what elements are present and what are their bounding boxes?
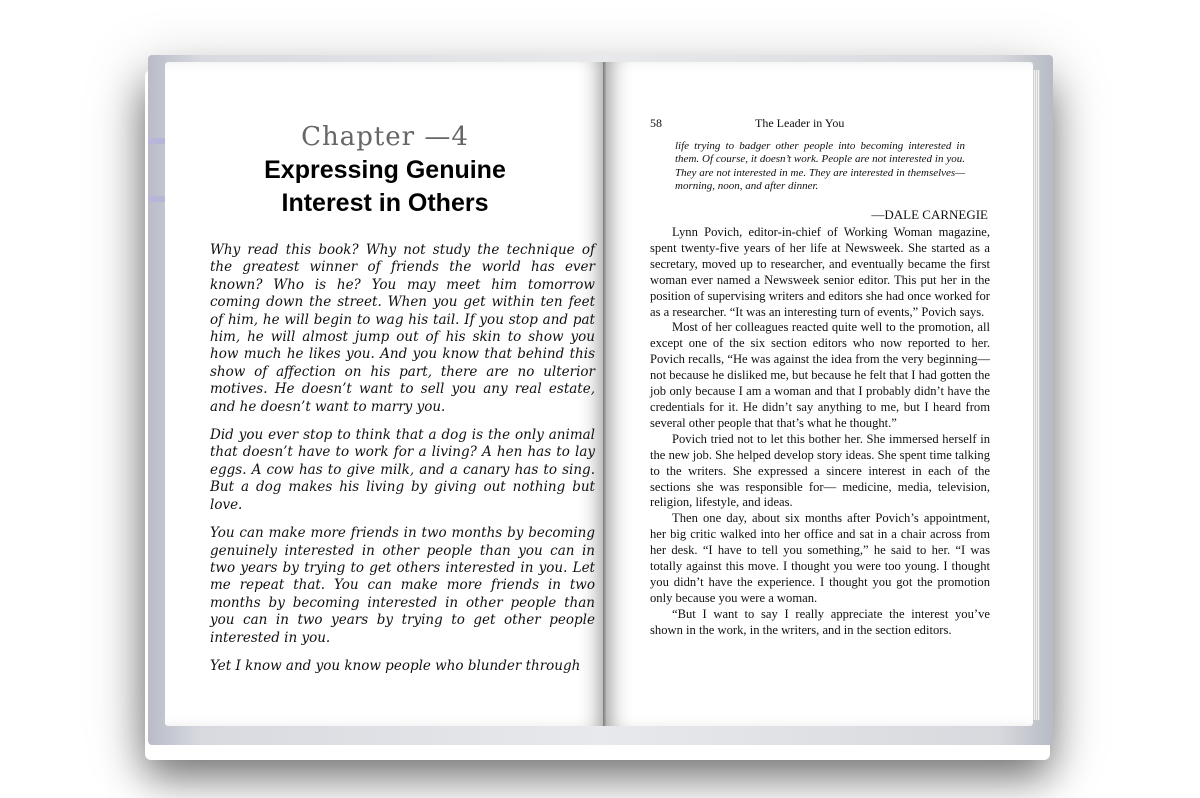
paragraph: Why read this book? Why not study the technique of the greatest winner of friends the world has ever known? Who is he? You may meet him tomorrow coming down the street. When you get within ten feet of him, he will begin to wag his tail. If you stop and pat him, he will almost jump out of his skin to show you how much he likes you. And you know that behind this show of affection on his part, there are no ulterior motives. He doesn’t want to sell you any real estate, and he doesn’t want to marry you.	[210, 242, 595, 415]
chapter-title	[205, 154, 565, 220]
paragraph: Lynn Povich, editor-in-chief of Working Woman magazine, spent twenty-five years of her life at Newsweek. She started as a secretary, moved up to researcher, and eventually became the first woman ever named a Newsweek senior editor. This put her in the position of supervising writers and editors she had once worked for as a researcher. “It was an interesting turn of events,” Povich says.	[650, 225, 990, 319]
epigraph-attribution: —DALE CARNEGIE	[871, 207, 988, 222]
right-page	[605, 62, 1033, 726]
paragraph: “But I want to say I really appreciate the interest you’ve shown in the work, in the writers, and in the section editors.	[650, 606, 990, 637]
paragraph: Then one day, about six months after Povich’s appointment, her big critic walked into her office and sat in a chair across from her desk. “I have to tell you something,” he said to her. “I was totally against this move. I thought you were too young. I thought you didn’t have the experience. I thought you got the promotion only because you were a woman.	[650, 511, 990, 605]
page-number: 58	[650, 116, 662, 130]
paragraph: Povich tried not to let this bother her. She immersed herself in the new job. She helped develop story ideas. She spent time talking to the writers. She expressed a sincere interest in each of the sections she was responsible for— medicine, media, television, religion, lifestyle, and ideas.	[650, 431, 990, 510]
chapter-title-line: Interest in Others	[281, 189, 489, 217]
left-page-body	[210, 242, 595, 686]
right-page-body	[650, 225, 990, 639]
book-spine	[603, 62, 606, 726]
paragraph: You can make more friends in two months by becoming genuinely interested in other people than you can in two years by trying to get others interested in you. Let me repeat that. You can make more friends in two months by becoming interested in other people than you can in two years by trying to get other people interested in you.	[210, 525, 595, 646]
paragraph: Yet I know and you know people who blunder through	[210, 657, 581, 674]
chapter-title-line: Expressing Genuine	[264, 156, 506, 184]
epigraph: life trying to badger other people into becoming interested in them. Of course, it doesn’t work. People are not interested in you. They are not interested in me. They are interested in themselves— morning, noon, and after dinner.	[675, 140, 965, 193]
paragraph: Most of her colleagues reacted quite well to the promotion, all except one of the six section editors who now reported to her. Povich recalls, “He was against the idea from the very beginning—not because he disliked me, but because he felt that I had gotten the job only because I am a woman and that I probably didn’t have the credentials for it. He didn’t say anything to me, but I heard from several other people that that’s what he thought.”	[650, 320, 990, 430]
running-head: The Leader in You	[755, 116, 845, 130]
paragraph: Did you ever stop to think that a dog is the only animal that doesn’t have to work for a living? A hen has to lay eggs. A cow has to give milk, and a canary has to sing. But a dog makes his living by giving out nothing but love.	[210, 427, 595, 513]
left-page	[165, 62, 605, 726]
chapter-label: Chapter —4	[301, 122, 469, 152]
